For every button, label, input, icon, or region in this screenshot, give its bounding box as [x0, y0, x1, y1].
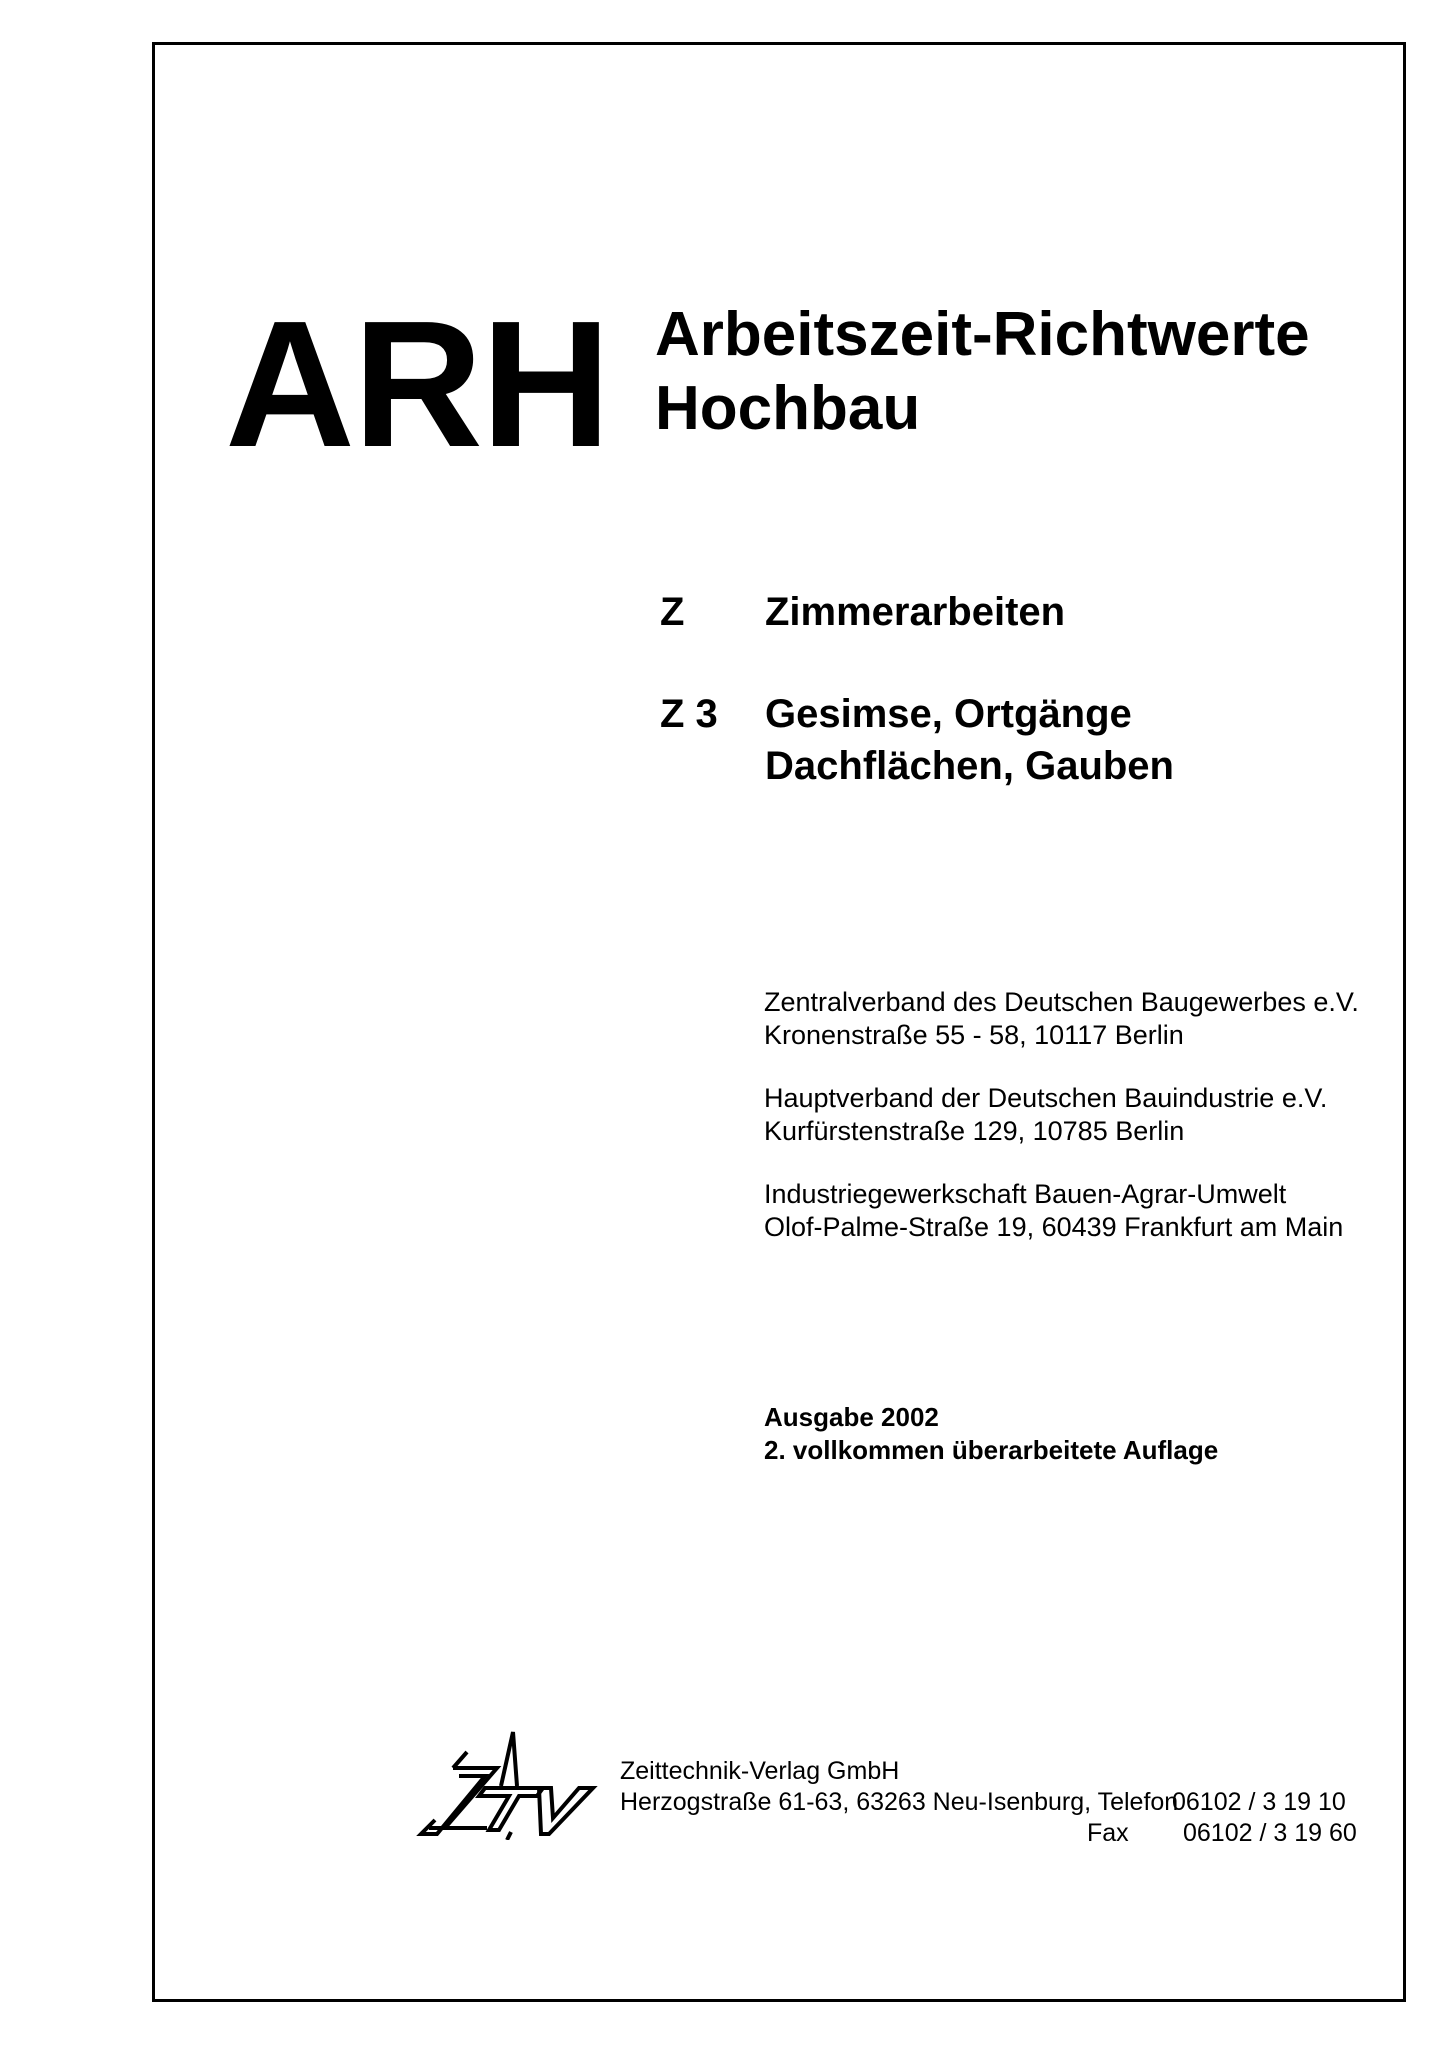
organization-address: Kronenstraße 55 - 58, 10117 Berlin	[764, 1020, 1184, 1050]
organization-address: Kurfürstenstraße 129, 10785 Berlin	[764, 1116, 1185, 1146]
subsection-name-line: Dachflächen, Gauben	[765, 744, 1174, 788]
section-code: Z	[660, 590, 685, 634]
publisher-phone: 06102 / 3 19 10	[1172, 1788, 1346, 1816]
title-line-1: Arbeitszeit-Richtwerte	[655, 300, 1310, 369]
title-line-2: Hochbau	[655, 374, 921, 443]
subsection-name-line: Gesimse, Ortgänge	[765, 692, 1132, 736]
subsection-entry	[660, 688, 1174, 792]
issuing-organizations	[764, 986, 1359, 1274]
publisher-name-line	[620, 1756, 1357, 1787]
publisher-fax: 06102 / 3 19 60	[1183, 1819, 1357, 1847]
organization-name: Hauptverband der Deutschen Bauindustrie e.V.	[764, 1083, 1328, 1113]
organization-address: Olof-Palme-Straße 19, 60439 Frankfurt am Main	[764, 1212, 1344, 1242]
arh-logo: ARH	[225, 284, 609, 485]
edition-note	[764, 1401, 1218, 1467]
document-title	[655, 298, 1310, 446]
publisher-address-line	[620, 1787, 1357, 1818]
organization	[764, 1178, 1359, 1244]
edition-description: 2. vollkommen überarbeitete Auflage	[764, 1435, 1219, 1465]
subsection-code: Z 3	[660, 692, 718, 736]
publisher-address: Herzogstraße 61-63, 63263 Neu-Isenburg, Telefon	[620, 1788, 1179, 1816]
publisher-info	[620, 1756, 1357, 1849]
organization	[764, 1082, 1359, 1148]
publisher-fax-line	[620, 1818, 1357, 1849]
section-name	[765, 586, 1065, 638]
section-name-line: Zimmerarbeiten	[765, 590, 1066, 634]
subsection-name	[765, 688, 1174, 792]
organization-name: Zentralverband des Deutschen Baugewerbes e.V.	[764, 987, 1359, 1017]
edition-year: Ausgabe 2002	[764, 1402, 939, 1432]
organization	[764, 986, 1359, 1052]
ztv-publisher-logo	[415, 1730, 600, 1840]
section-entry	[660, 586, 1065, 638]
fax-label: Fax	[1087, 1819, 1129, 1847]
organization-name: Industriegewerkschaft Bauen-Agrar-Umwelt	[764, 1179, 1287, 1209]
publisher-name: Zeittechnik-Verlag GmbH	[620, 1757, 900, 1785]
